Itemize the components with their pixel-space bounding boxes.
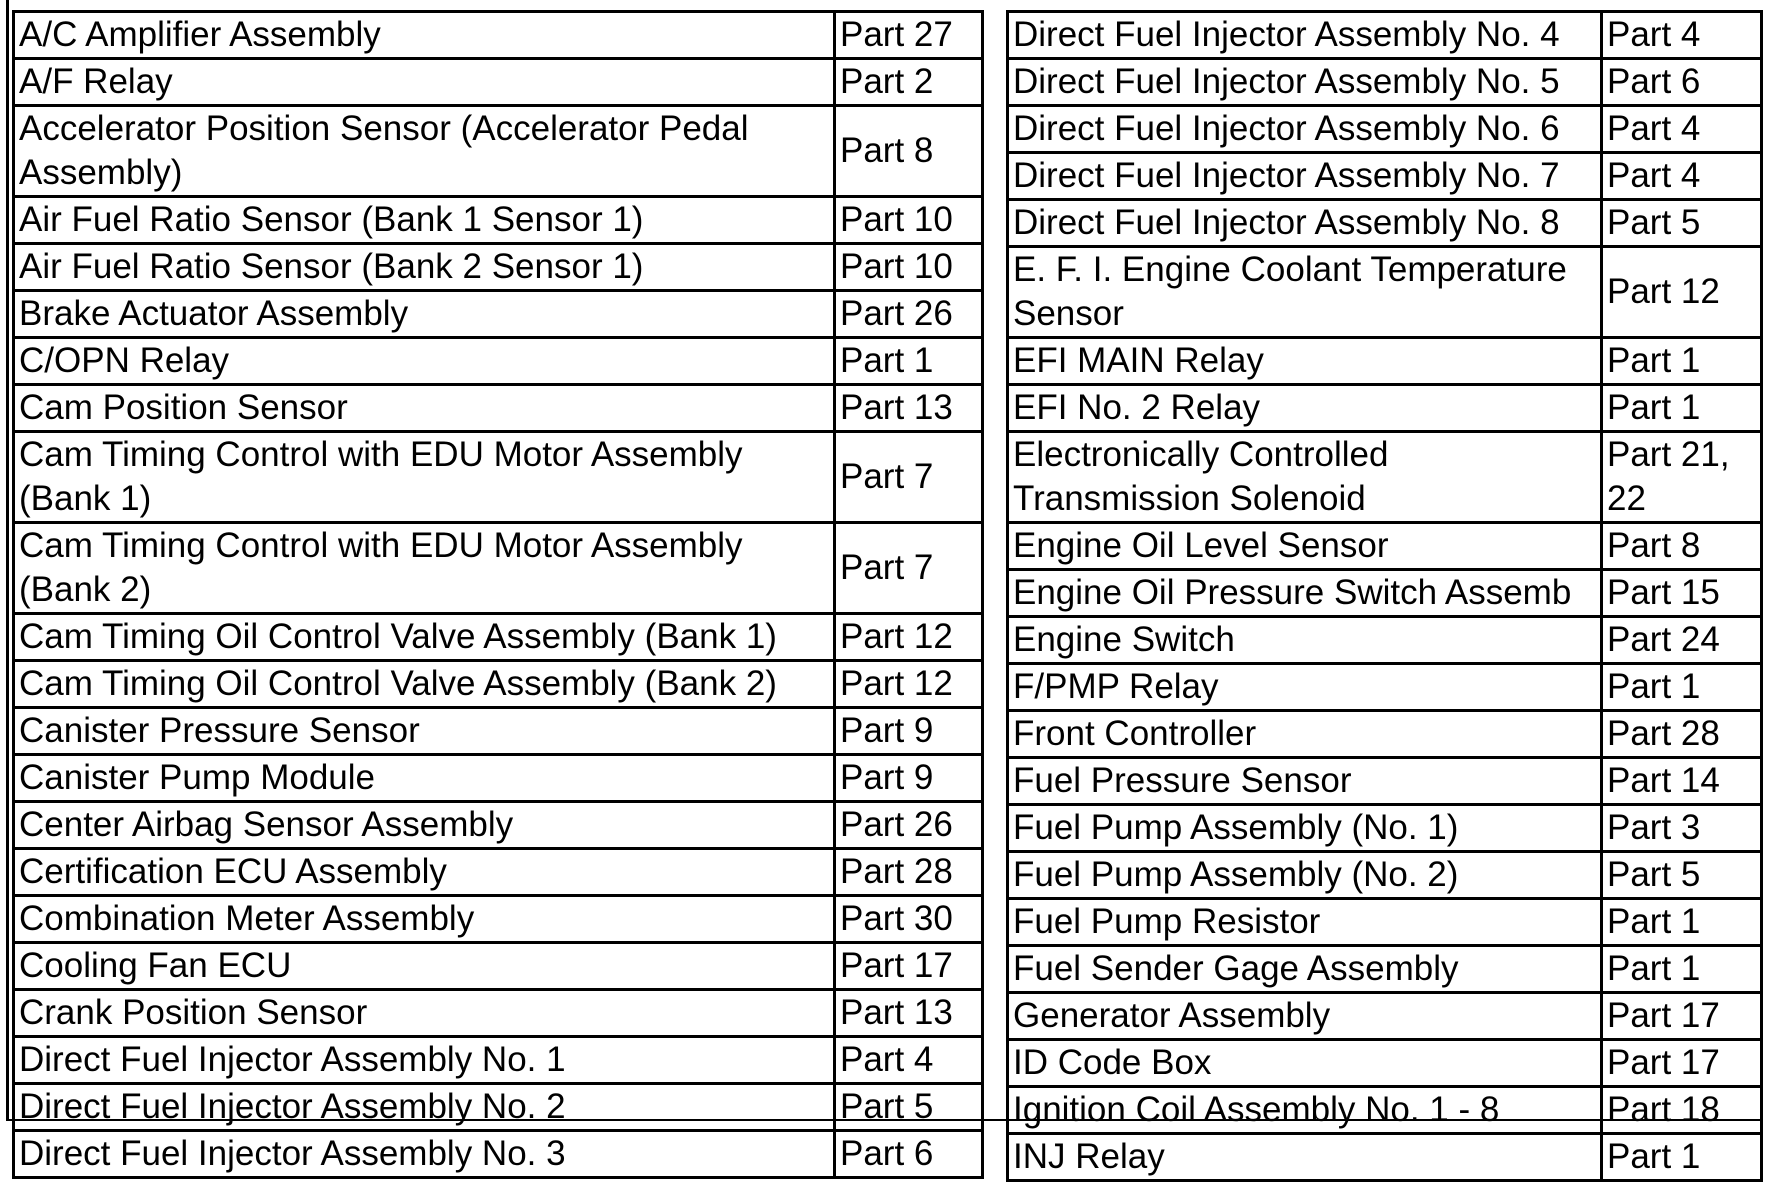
component-name-cell: Crank Position Sensor [14,990,835,1037]
part-location-cell: Part 2 [835,59,983,106]
component-name-cell: Air Fuel Ratio Sensor (Bank 2 Sensor 1) [14,244,835,291]
part-location-cell: Part 12 [835,661,983,708]
part-location-cell: Part 1 [1602,338,1762,385]
component-name-cell: ID Code Box [1008,1040,1602,1087]
component-name-cell: Combination Meter Assembly [14,896,835,943]
part-location-cell: Part 4 [1602,12,1762,59]
part-location-cell: Part 14 [1602,758,1762,805]
component-name-cell: Electronically Controlled Transmission Solenoid [1008,432,1602,523]
component-name-cell: Direct Fuel Injector Assembly No. 5 [1008,59,1602,106]
table-row [1008,617,1762,664]
table-row [1008,946,1762,993]
table-row [1008,12,1762,59]
component-name-cell: Fuel Pump Assembly (No. 1) [1008,805,1602,852]
table-row [14,291,983,338]
component-name-cell: Cam Timing Oil Control Valve Assembly (Bank 1) [14,614,835,661]
table-row [14,849,983,896]
part-location-cell: Part 4 [1602,106,1762,153]
table-row [1008,1040,1762,1087]
component-name-cell: Cam Timing Oil Control Valve Assembly (Bank 2) [14,661,835,708]
component-name-cell: Brake Actuator Assembly [14,291,835,338]
table-row [14,197,983,244]
parts-location-table-right [1006,10,1763,1182]
component-name-cell: Center Airbag Sensor Assembly [14,802,835,849]
table-row [14,614,983,661]
table-row [1008,106,1762,153]
component-name-cell: Front Controller [1008,711,1602,758]
part-location-cell: Part 9 [835,708,983,755]
part-location-cell: Part 1 [835,338,983,385]
part-location-cell: Part 13 [835,385,983,432]
table-row [1008,805,1762,852]
component-name-cell: Cam Position Sensor [14,385,835,432]
table-row [14,106,983,197]
component-name-cell: Fuel Sender Gage Assembly [1008,946,1602,993]
table-row [1008,338,1762,385]
table-row [1008,432,1762,523]
table-row [1008,385,1762,432]
table-row [1008,993,1762,1040]
component-name-cell: Cooling Fan ECU [14,943,835,990]
table-row [14,338,983,385]
table-body-right [1008,12,1762,1181]
component-name-cell: Canister Pump Module [14,755,835,802]
component-name-cell: A/C Amplifier Assembly [14,12,835,59]
part-location-cell: Part 1 [1602,385,1762,432]
table-row [14,896,983,943]
component-name-cell: Certification ECU Assembly [14,849,835,896]
table-row [1008,664,1762,711]
component-name-cell: Direct Fuel Injector Assembly No. 4 [1008,12,1602,59]
component-name-cell: Cam Timing Control with EDU Motor Assembly (Bank 1) [14,432,835,523]
part-location-cell: Part 9 [835,755,983,802]
part-location-cell: Part 5 [835,1084,983,1131]
table-row [14,1037,983,1084]
part-location-cell: Part 1 [1602,664,1762,711]
table-row [14,59,983,106]
table-row [1008,711,1762,758]
part-location-cell: Part 7 [835,432,983,523]
component-name-cell: Direct Fuel Injector Assembly No. 7 [1008,153,1602,200]
table-row [1008,153,1762,200]
part-location-cell: Part 12 [1602,247,1762,338]
component-name-cell: Direct Fuel Injector Assembly No. 3 [14,1131,835,1178]
component-name-cell: E. F. I. Engine Coolant Temperature Sensor [1008,247,1602,338]
part-location-cell: Part 13 [835,990,983,1037]
part-location-cell: Part 5 [1602,200,1762,247]
part-location-cell: Part 10 [835,197,983,244]
part-location-cell: Part 10 [835,244,983,291]
table-row [14,943,983,990]
component-name-cell: INJ Relay [1008,1134,1602,1181]
table-row [1008,1134,1762,1181]
part-location-cell: Part 30 [835,896,983,943]
part-location-cell: Part 8 [835,106,983,197]
component-name-cell: Engine Switch [1008,617,1602,664]
table-row [14,755,983,802]
table-row [14,244,983,291]
table-row [1008,1087,1762,1134]
component-name-cell: Fuel Pump Resistor [1008,899,1602,946]
table-body-left [14,12,983,1178]
component-name-cell: Cam Timing Control with EDU Motor Assembly (Bank 2) [14,523,835,614]
component-name-cell: Direct Fuel Injector Assembly No. 2 [14,1084,835,1131]
component-name-cell: Fuel Pump Assembly (No. 2) [1008,852,1602,899]
part-location-cell: Part 6 [835,1131,983,1178]
part-location-cell: Part 21, 22 [1602,432,1762,523]
part-location-cell: Part 5 [1602,852,1762,899]
component-name-cell: Direct Fuel Injector Assembly No. 1 [14,1037,835,1084]
part-location-cell: Part 17 [835,943,983,990]
component-name-cell: A/F Relay [14,59,835,106]
table-row [1008,59,1762,106]
part-location-cell: Part 6 [1602,59,1762,106]
component-name-cell: Direct Fuel Injector Assembly No. 8 [1008,200,1602,247]
component-name-cell: Generator Assembly [1008,993,1602,1040]
part-location-cell: Part 26 [835,291,983,338]
table-row [14,12,983,59]
table-row [14,661,983,708]
component-name-cell: EFI No. 2 Relay [1008,385,1602,432]
part-location-cell: Part 3 [1602,805,1762,852]
component-name-cell: EFI MAIN Relay [1008,338,1602,385]
part-location-cell: Part 1 [1602,1134,1762,1181]
part-location-cell: Part 8 [1602,523,1762,570]
part-location-cell: Part 17 [1602,1040,1762,1087]
table-row [1008,758,1762,805]
table-row [1008,200,1762,247]
component-name-cell: Canister Pressure Sensor [14,708,835,755]
part-location-cell: Part 15 [1602,570,1762,617]
part-location-cell: Part 18 [1602,1087,1762,1134]
table-row [14,523,983,614]
table-row [1008,899,1762,946]
table-row [14,432,983,523]
table-row [1008,852,1762,899]
component-name-cell: Fuel Pressure Sensor [1008,758,1602,805]
table-row [14,1131,983,1178]
table-row [1008,570,1762,617]
table-row [14,708,983,755]
component-name-cell: Engine Oil Pressure Switch Assemb [1008,570,1602,617]
parts-location-table-left [12,10,984,1179]
component-name-cell: Engine Oil Level Sensor [1008,523,1602,570]
table-row [14,1084,983,1131]
table-row [1008,247,1762,338]
part-location-cell: Part 12 [835,614,983,661]
part-location-cell: Part 26 [835,802,983,849]
part-location-cell: Part 24 [1602,617,1762,664]
part-location-cell: Part 4 [1602,153,1762,200]
part-location-cell: Part 7 [835,523,983,614]
table-row [14,990,983,1037]
component-name-cell: Accelerator Position Sensor (Accelerator Pedal Assembly) [14,106,835,197]
part-location-cell: Part 28 [835,849,983,896]
part-location-cell: Part 28 [1602,711,1762,758]
component-name-cell: Ignition Coil Assembly No. 1 - 8 [1008,1087,1602,1134]
part-location-cell: Part 4 [835,1037,983,1084]
component-name-cell: C/OPN Relay [14,338,835,385]
component-name-cell: F/PMP Relay [1008,664,1602,711]
part-location-cell: Part 1 [1602,946,1762,993]
table-row [1008,523,1762,570]
part-location-cell: Part 27 [835,12,983,59]
component-name-cell: Direct Fuel Injector Assembly No. 6 [1008,106,1602,153]
component-name-cell: Air Fuel Ratio Sensor (Bank 1 Sensor 1) [14,197,835,244]
table-row [14,802,983,849]
part-location-cell: Part 1 [1602,899,1762,946]
table-row [14,385,983,432]
part-location-cell: Part 17 [1602,993,1762,1040]
